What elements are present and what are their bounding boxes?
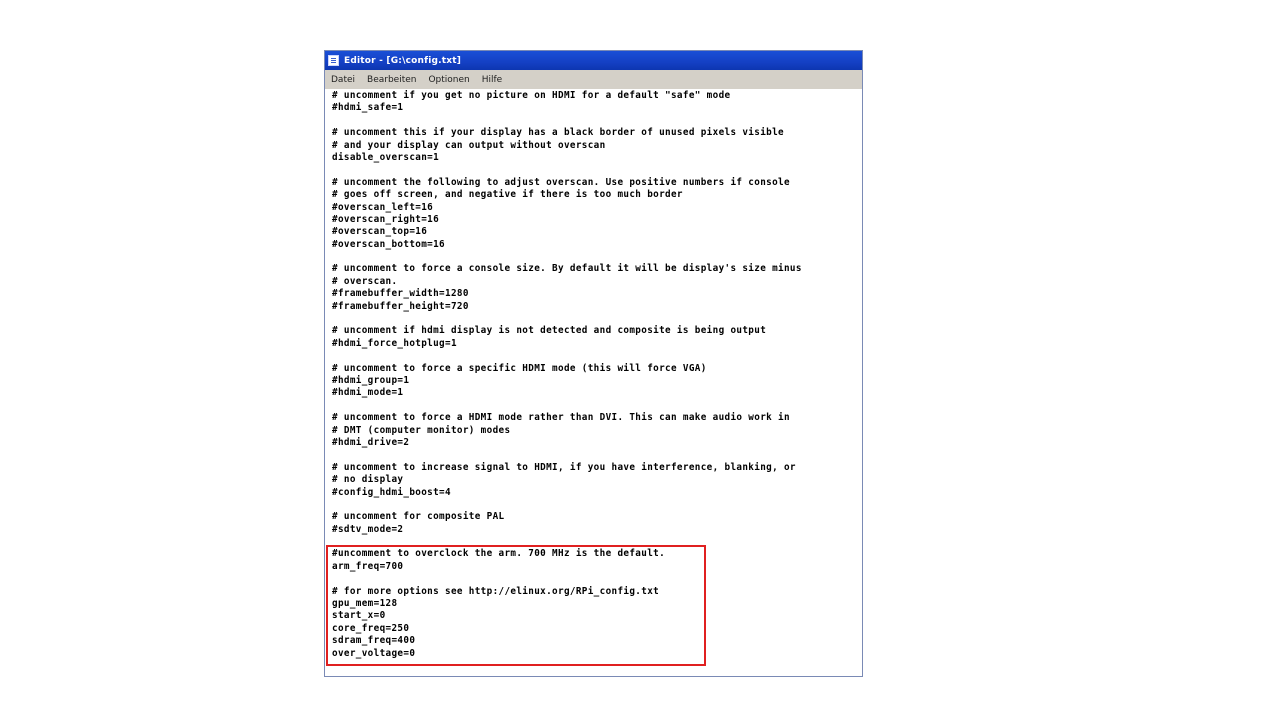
- text-line: #framebuffer_width=1280: [332, 288, 469, 300]
- text-line: #framebuffer_height=720: [332, 300, 469, 312]
- text-line: #hdmi_safe=1: [332, 102, 404, 114]
- text-line: #overscan_right=16: [332, 213, 440, 225]
- text-line: arm_freq=700: [332, 560, 404, 572]
- text-line: #hdmi_group=1: [332, 374, 410, 386]
- text-line: # uncomment for composite PAL: [332, 511, 505, 523]
- text-line: [332, 164, 862, 176]
- text-line: sdram_freq=400: [332, 635, 416, 647]
- text-line: #overscan_top=16: [332, 226, 428, 238]
- text-line: # overscan.: [332, 275, 398, 287]
- text-line: #hdmi_drive=2: [332, 436, 410, 448]
- text-line: disable_overscan=1: [332, 151, 440, 163]
- text-line: # goes off screen, and negative if there is too much border: [332, 189, 683, 201]
- text-line: [332, 350, 862, 362]
- menu-bar: [325, 70, 862, 90]
- text-line: # uncomment to force a HDMI mode rather than DVI. This can make audio work in: [332, 412, 790, 424]
- text-line: #uncomment to overclock the arm. 700 MHz is the default.: [332, 548, 666, 560]
- text-line: #hdmi_mode=1: [332, 387, 404, 399]
- editor-window: [324, 50, 863, 677]
- text-line: [332, 573, 862, 585]
- text-line: # uncomment to force a console size. By default it will be display's size minus: [332, 263, 802, 275]
- window-title: Editor - [G:\config.txt]: [344, 55, 462, 66]
- menu-hilfe[interactable]: Hilfe: [481, 74, 503, 85]
- text-line: core_freq=250: [332, 622, 410, 634]
- menu-bearbeiten[interactable]: Bearbeiten: [367, 74, 417, 85]
- text-line: # and your display can output without overscan: [332, 139, 606, 151]
- text-line: #overscan_bottom=16: [332, 238, 445, 250]
- text-line: # uncomment if you get no picture on HDMI for a default "safe" mode: [332, 90, 731, 101]
- text-line: # no display: [332, 474, 404, 486]
- text-line: [332, 400, 862, 412]
- text-line: [332, 313, 862, 325]
- text-line: #sdtv_mode=2: [332, 523, 404, 535]
- text-line: #overscan_left=16: [332, 201, 434, 213]
- text-line: gpu_mem=128: [332, 598, 398, 610]
- text-line: # uncomment to increase signal to HDMI, if you have interference, blanking, or: [332, 461, 796, 473]
- text-line: start_x=0: [332, 610, 386, 622]
- text-line: # uncomment this if your display has a black border of unused pixels visible: [332, 127, 784, 139]
- text-line: # DMT (computer monitor) modes: [332, 424, 511, 436]
- menu-datei[interactable]: Datei: [331, 74, 356, 85]
- text-line: #config_hdmi_boost=4: [332, 486, 451, 498]
- text-line: [332, 115, 862, 127]
- text-line: [332, 499, 862, 511]
- text-editor-area[interactable]: [325, 89, 862, 676]
- text-line: [332, 251, 862, 263]
- text-line: [332, 449, 862, 461]
- notepad-icon: [328, 55, 339, 66]
- menu-optionen[interactable]: Optionen: [428, 74, 470, 85]
- text-line: # uncomment to force a specific HDMI mode (this will force VGA): [332, 362, 707, 374]
- text-line: [332, 536, 862, 548]
- text-line: # for more options see http://elinux.org/RPi_config.txt: [332, 585, 660, 597]
- title-bar[interactable]: [325, 51, 862, 70]
- text-line: #hdmi_force_hotplug=1: [332, 337, 457, 349]
- text-line: # uncomment if hdmi display is not detected and composite is being output: [332, 325, 767, 337]
- text-line: # uncomment the following to adjust overscan. Use positive numbers if console: [332, 176, 790, 188]
- text-line: over_voltage=0: [332, 647, 416, 659]
